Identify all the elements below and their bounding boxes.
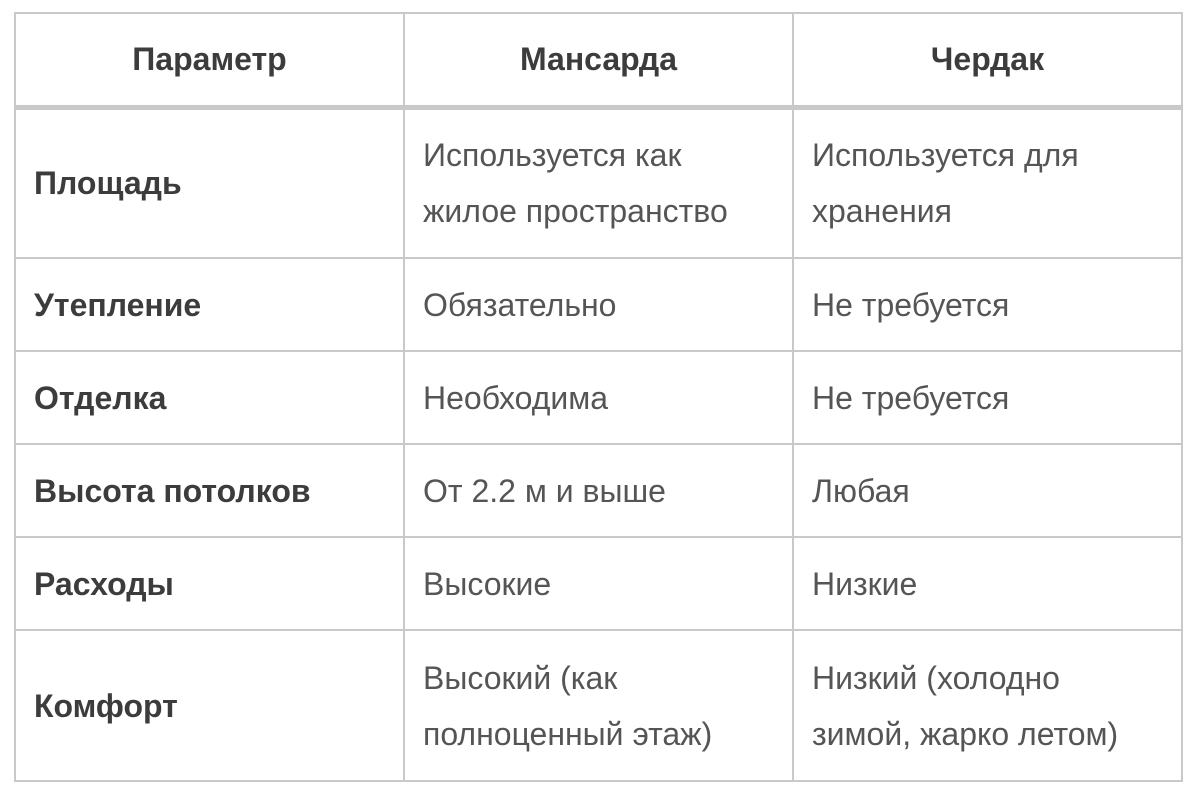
header-parameter: Параметр (15, 13, 404, 107)
comparison-table (14, 12, 1183, 782)
row-attic-value: Не требуется (793, 258, 1182, 351)
row-attic-value: Низкие (793, 537, 1182, 630)
table-row (15, 258, 1182, 351)
table-header-row (15, 13, 1182, 107)
row-mansard-value: Высокие (404, 537, 793, 630)
table-row (15, 630, 1182, 781)
header-attic: Чердак (793, 13, 1182, 107)
row-attic-value: Используется для хранения (793, 107, 1182, 258)
row-parameter: Комфорт (15, 630, 404, 781)
row-mansard-value: Используется как жилое пространство (404, 107, 793, 258)
row-mansard-value: Необходима (404, 351, 793, 444)
table-row (15, 444, 1182, 537)
row-attic-value: Не требуется (793, 351, 1182, 444)
row-parameter: Расходы (15, 537, 404, 630)
row-attic-value: Низкий (холодно зимой, жарко летом) (793, 630, 1182, 781)
table-row (15, 537, 1182, 630)
row-parameter: Отделка (15, 351, 404, 444)
row-attic-value: Любая (793, 444, 1182, 537)
row-mansard-value: Высокий (как полноценный этаж) (404, 630, 793, 781)
row-parameter: Площадь (15, 107, 404, 258)
row-mansard-value: От 2.2 м и выше (404, 444, 793, 537)
table-row (15, 351, 1182, 444)
row-parameter: Утепление (15, 258, 404, 351)
row-parameter: Высота потолков (15, 444, 404, 537)
header-mansard: Мансарда (404, 13, 793, 107)
row-mansard-value: Обязательно (404, 258, 793, 351)
table-row (15, 107, 1182, 258)
